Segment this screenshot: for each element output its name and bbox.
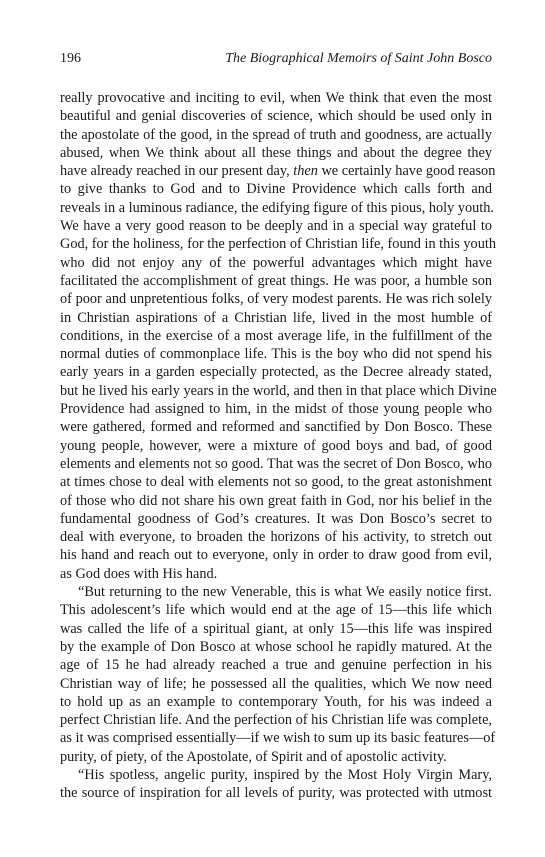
text-line: as it was comprised essentially—if we wish to sum up its basic features—of [60, 730, 496, 747]
text-line: the apostolate of the good, in the spread of truth and goodness, are actually [60, 126, 492, 143]
text-line: normal duties of commonplace life. This is the boy who did not spend his [60, 346, 492, 363]
text-line: fundamental goodness of God’s creatures. It was Don Bosco’s secret to [60, 510, 492, 527]
text-line: “But returning to the new Venerable, this is what We easily notice first. [78, 584, 492, 601]
text-line: who did not enjoy any of the powerful advantages which might have [60, 254, 492, 271]
text-line: elements and elements not so good. That was the secret of Don Bosco, who [60, 455, 492, 472]
text-line: were gathered, formed and reformed and sanctified by Don Bosco. These [60, 419, 492, 436]
text-line: This adolescent’s life which would end at the age of 15—this life which [60, 602, 492, 619]
text-line: young people, however, were a mixture of good boys and bad, of good [60, 437, 492, 454]
text-line: abused, when We think about all these things and about the degree they [60, 144, 492, 161]
text-line: at times chose to deal with elements not so good, to the great astonishment [60, 474, 492, 491]
text-line: of those who did not share his own great faith in God, nor his belief in the [60, 492, 492, 509]
text-line: conditions, in the exercise of a most average life, in the fulfillment of the [60, 327, 492, 344]
page-number: 196 [60, 51, 81, 66]
text-line: perfect Christian life. And the perfection of his Christian life was complete, [60, 712, 492, 729]
text-line: his hand and reach out to everyone, only in order to draw good from evil, [60, 547, 492, 564]
text-line: as God does with His hand. [60, 565, 218, 582]
text-line: was called the life of a spiritual giant, at only 15—this life was inspired [60, 620, 492, 637]
text-line: beautiful and genial discoveries of science, which should be used only in [60, 108, 492, 125]
text-line: in Christian aspirations of a Christian life, lived in the most humble of [60, 309, 492, 326]
text-line: purity, of piety, of the Apostolate, of Spirit and of apostolic activity. [60, 748, 447, 765]
text-line: of poor and unpretentious folks, of very modest parents. He was rich solely [60, 291, 492, 308]
text-line: have already reached in our present day, then we certainly have good reason [60, 163, 496, 180]
text-line: Providence had assigned to him, in the midst of those young people who [60, 401, 492, 418]
text-line: but he lived his early years in the world, and then in that place which Divine [60, 382, 497, 399]
text-line: really provocative and inciting to evil, when We think that even the most [60, 90, 492, 106]
text-line: “His spotless, angelic purity, inspired by the Most Holy Virgin Mary, [78, 766, 492, 783]
text-line: Christian way of life; he possessed all the qualities, which We now need [60, 675, 492, 692]
text-line: God, for the holiness, for the perfection of Christian life, found in this youth [60, 236, 496, 253]
text-line: to give thanks to God and to Divine Providence which calls forth and [60, 181, 492, 198]
running-title: The Biographical Memoirs of Saint John Bosco [225, 51, 492, 66]
text-line: deal with everyone, to broaden the horizons of his activity, to stretch out [60, 529, 492, 546]
emphasis: then [293, 163, 318, 180]
text-line: the source of inspiration for all levels of purity, was protected with utmost [60, 785, 492, 802]
text-line: reveals in a luminous radiance, the edifying figure of this pious, holy youth. [60, 199, 494, 216]
text-line: age of 15 he had already reached a true and genuine perfection in his [60, 657, 492, 674]
text-line: to hold up as an example to contemporary Youth, for his was indeed a [60, 693, 492, 710]
body-text [60, 89, 497, 803]
text-line: facilitated the accomplishment of great things. He was poor, a humble son [60, 272, 492, 289]
text-line: We have a very good reason to be deeply and in a special way grateful to [60, 218, 492, 235]
text-line: early years in a garden especially protected, as the Decree already stated, [60, 364, 492, 381]
running-head [60, 50, 492, 68]
text-line: by the example of Don Bosco at whose school he rapidly matured. At the [60, 638, 492, 655]
